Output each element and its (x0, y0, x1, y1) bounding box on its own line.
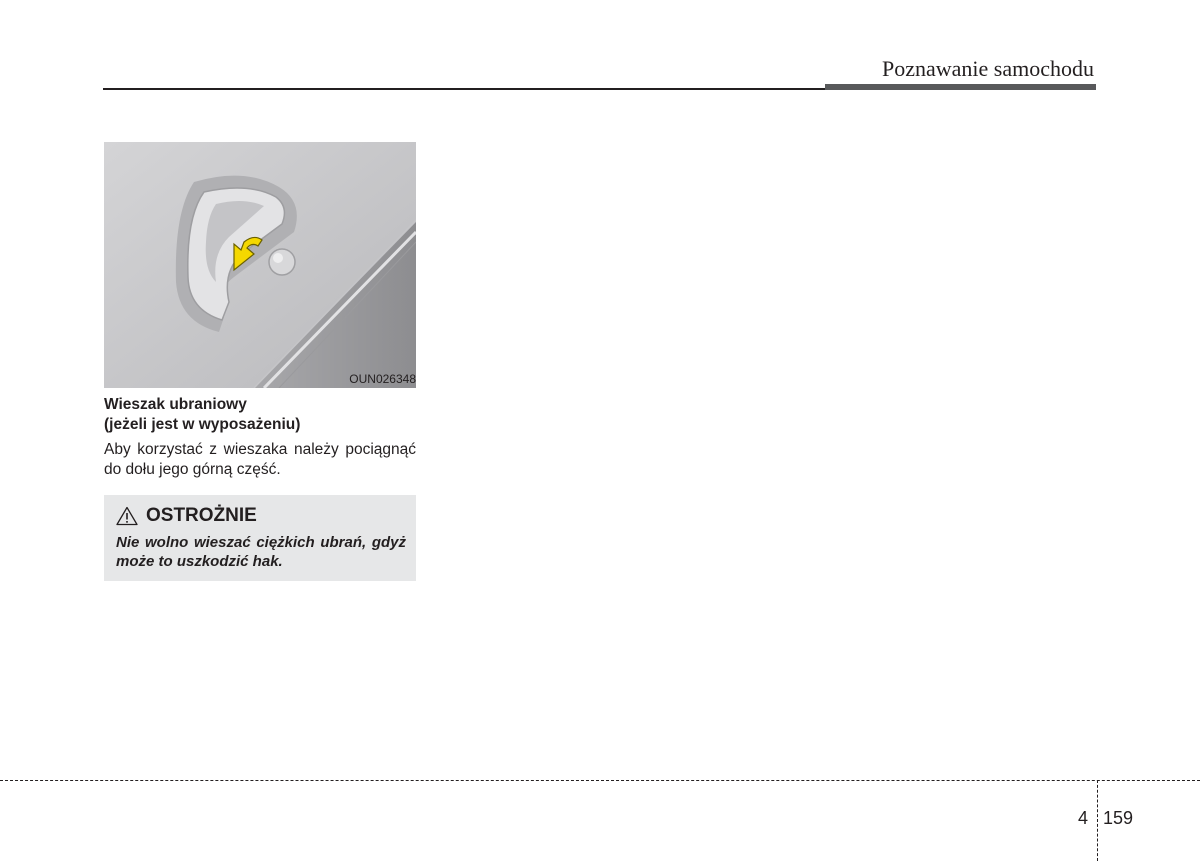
page-number: 159 (1103, 808, 1134, 828)
caution-box (104, 495, 416, 581)
chapter-number: 4 (1078, 808, 1089, 828)
section-title (104, 395, 416, 435)
section-title-line2: (jeżeli jest w wyposażeniu) (104, 416, 301, 433)
header-rule-thin (103, 88, 825, 90)
section-body: Aby korzystać z wieszaka należy pociągnąć do dołu jego górną część. (104, 441, 416, 478)
footer-vertical-dashed-line (1097, 780, 1098, 861)
header-rule-thick (825, 84, 1096, 90)
section-title-line1: Wieszak ubraniowy (104, 396, 247, 413)
caution-header (116, 505, 257, 527)
coat-hanger-figure (104, 142, 416, 388)
coat-hanger-illustration (104, 142, 416, 388)
warning-triangle-icon (116, 506, 138, 526)
caution-text: Nie wolno wieszać ciężkich ubrań, gdyż może to uszkodzić hak. (116, 534, 406, 570)
caution-title: OSTROŻNIE (146, 505, 257, 526)
figure-code: OUN026348 (349, 372, 416, 386)
header-title: Poznawanie samochodu (882, 56, 1094, 81)
footer-dashed-line (0, 780, 1200, 781)
